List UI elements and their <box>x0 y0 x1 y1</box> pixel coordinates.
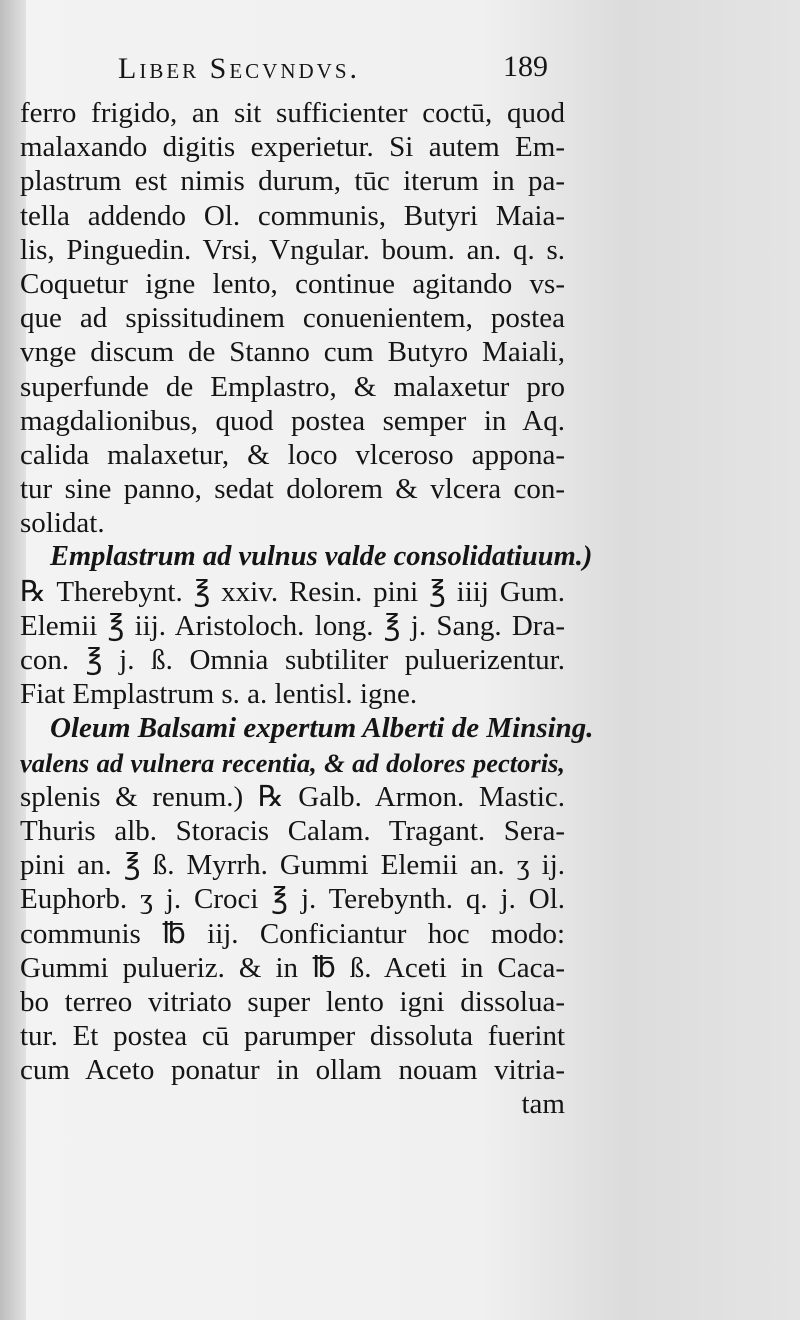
text-line: ferro frigido, an sit sufficienter coctū, quod <box>20 97 565 129</box>
text-line: que ad spissitudinem conuenientem, postea <box>20 302 565 335</box>
text-line: magdalionibus, quod postea semper in Aq. <box>20 404 565 437</box>
text-line: splenis & renum.) ℞ Galb. Armon. Mastic. <box>20 780 565 813</box>
text-line: cum Aceto ponatur in ollam nouam vitria- <box>20 1054 565 1087</box>
page-header <box>118 50 548 94</box>
text-line: calida malaxetur, & loco vlceroso appona- <box>20 438 565 471</box>
running-head: Liber Secvndvs. <box>118 52 361 85</box>
text-line: con. ℥ j. ß. Omnia subtiliter puluerizentur. <box>20 644 565 676</box>
text-line: tur. Et postea cū parumper dissoluta fuerint <box>20 1020 565 1053</box>
text-line: vnge discum de Stanno cum Butyro Maiali, <box>20 336 565 369</box>
text-line: tur sine panno, sedat dolorem & vlcera con- <box>20 473 565 506</box>
text-line: communis ℔ iij. Conficiantur hoc modo: <box>20 917 565 950</box>
text-line: plastrum est nimis durum, tūc iterum in pa- <box>20 165 565 198</box>
text-line: pini an. ℥ ß. Myrrh. Gummi Elemii an. ʒ ij. <box>20 849 565 882</box>
text-line: bo terreo vitriato super lento igni dissolua- <box>20 985 565 1018</box>
text-block <box>20 96 594 1122</box>
text-line: tella addendo Ol. communis, Butyri Maia- <box>20 199 565 232</box>
text-line: Fiat Emplastrum s. a. lentisl. igne. <box>20 678 418 711</box>
text-line: Elemii ℥ iij. Aristoloch. long. ℥ j. Sang. Dra- <box>20 609 565 642</box>
text-line: Gummi pulueriz. & in ℔ ß. Aceti in Caca- <box>20 951 565 984</box>
text-line: Coquetur igne lento, continue agitando vs- <box>20 267 565 300</box>
text-line: solidat. <box>20 507 105 540</box>
text-line: superfunde de Emplastro, & malaxetur pro <box>20 370 565 403</box>
text-line: Thuris alb. Storacis Calam. Tragant. Sera- <box>20 814 565 847</box>
catchword: tam <box>521 1088 565 1121</box>
text-line: Euphorb. ʒ j. Croci ℥ j. Terebynth. q. j. Ol. <box>20 883 565 916</box>
text-line: lis, Pinguedin. Vrsi, Vngular. boum. an. q. s. <box>20 233 565 266</box>
recipe-heading: Emplastrum ad vulnus valde consolidatiuum.) <box>50 541 593 573</box>
text-line: malaxando digitis experietur. Si autem Em- <box>20 131 565 164</box>
page-number: 189 <box>503 50 548 83</box>
text-line: ℞ Therebynt. ℥ xxiv. Resin. pini ℥ iiij Gum. <box>20 575 565 608</box>
recipe-heading: valens ad vulnera recentia, & ad dolores pectoris, <box>20 747 565 778</box>
recipe-heading: Oleum Balsami expertum Alberti de Minsing. <box>50 712 594 745</box>
